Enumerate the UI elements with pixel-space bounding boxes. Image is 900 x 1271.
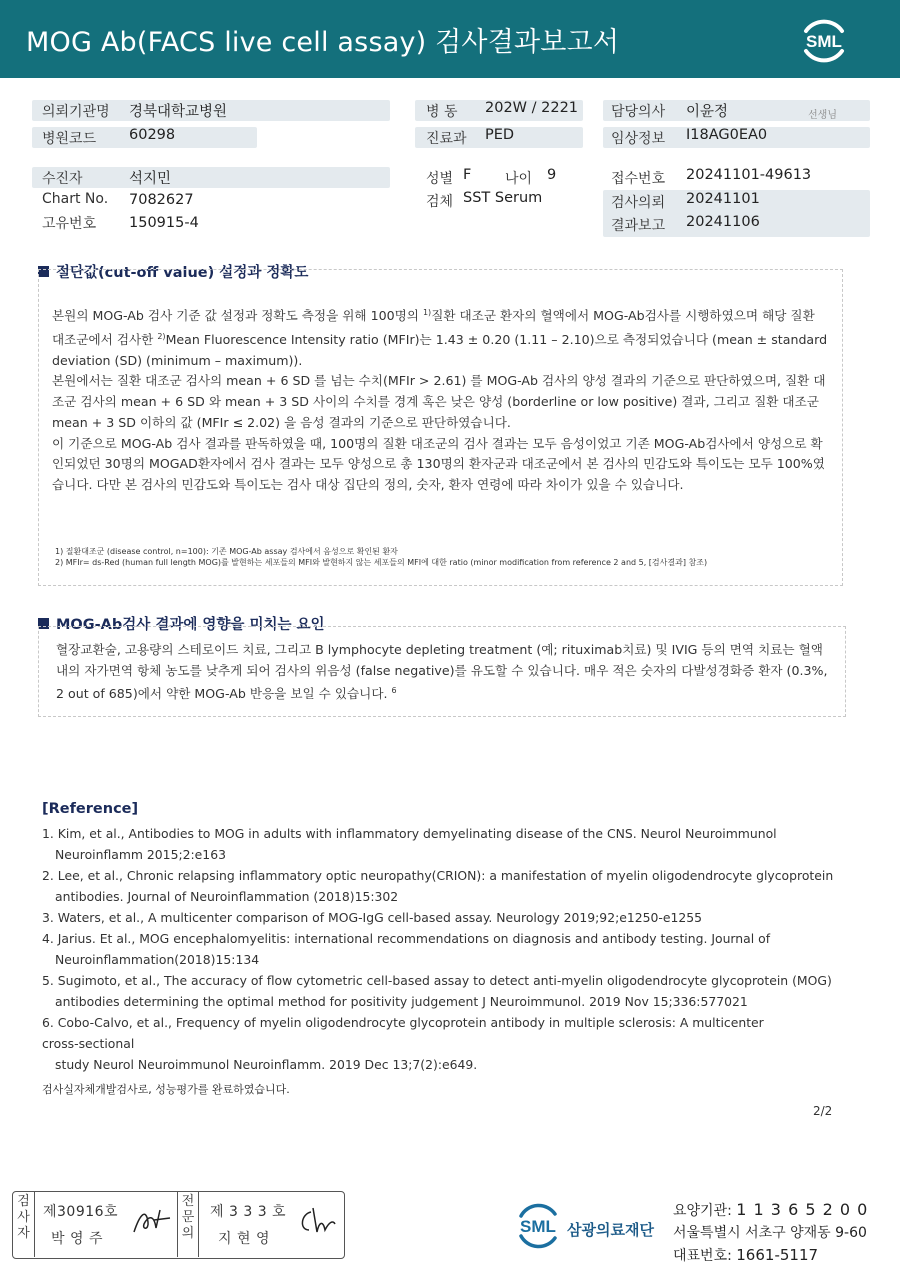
specialist-license: 제 3 3 3 호 xyxy=(210,1204,287,1220)
footnote-2: 2) MFIr= ds-Red (human full length MOG)를 발현하는 세포들의 MFI와 발현하지 않는 세포들의 MFI에 대한 ratio (minor modification from reference 2 and 5, [검사결과] 참조) xyxy=(55,558,708,567)
sex-value: F xyxy=(463,167,472,183)
receipt-value: 20241101-49613 xyxy=(686,167,812,183)
footnote-1: 1) 질환대조군 (disease control, n=100): 기존 MOG-Ab assay 검사에서 음성으로 확인된 환자 xyxy=(55,547,398,556)
age-value: 9 xyxy=(547,167,557,183)
section2-body xyxy=(56,640,830,705)
section1-paragraph-3: 이 기준으로 MOG-Ab 검사 결과를 판독하였을 때, 100명의 질환 대조군의 검사 결과는 모두 음성이었고 기존 MOG-Ab검사에서 양성으로 확인되었던 30명의 MOGAD환자에서 검사 결과는 모두 양성으로 총 130명의 환자군과 대조군에서 본 검사의 민감도와 특이도는 모두 100%였습니다. 다만 본 검사의 민감도와 특이도는 검사 대상 집단의 정의, 숫자, 환자 연령에 따라 차이가 있을 수 있습니다. xyxy=(52,435,825,492)
reference-title: [Reference] xyxy=(42,801,139,817)
clinical-value: I18AG0EA0 xyxy=(686,127,768,143)
chart-value: 7082627 xyxy=(129,192,194,208)
tester-license: 제30916호 xyxy=(43,1204,119,1220)
section2-paragraph: 혈장교환술, 고용량의 스테로이드 치료, 그리고 B lymphocyte depleting treatment (예; rituximab치료) 및 IVIG 등의 면역 치료는 혈액 내의 자가면역 항체 농도를 낮추게 되어 검사의 위음성 (false negative)를 유도할 수 있습니다. 매우 적은 숫자의 다발성경화증 환자 (0.3%, 2 out of 685)에서 약한 MOG-Ab 반응을 보일 수 있습니다. $^6$ xyxy=(56,642,828,702)
section2-title-text: MOG-Ab검사 결과에 영향을 미치는 요인 xyxy=(56,617,325,633)
section1-title-text: 절단값(cut-off value) 설정과 정확도 xyxy=(56,265,309,281)
clinical-label: 임상정보 xyxy=(611,131,666,147)
section1-paragraph-2: 본원에서는 질환 대조군 검사의 mean + 6 SD 를 넘는 수치(MFIr > 2.61) 를 MOG-Ab 검사의 양성 결과의 기준으로 판단하였으며, 질환 대조군 검사의 mean + 6 SD 와 mean + 3 SD 사이의 수치를 경계 혹은 낮은 양성 (borderline or low positive) 결과, 그리고 질환 대조군 mean + 3 SD 이하의 값 (MFIr ≤ 2.02) 을 음성 결과의 기준으로 판단하였습니다. xyxy=(52,373,826,430)
doctor-suffix: 선생님 xyxy=(808,110,837,121)
unique-value: 150915-4 xyxy=(129,215,199,231)
doctor-value: 이윤정 xyxy=(686,104,729,120)
reference-item-6c: study Neurol Neuroimmunol Neuroinflamm. 2019 Dec 13;7(2):e649. xyxy=(55,1057,478,1072)
specimen-value: SST Serum xyxy=(463,190,543,206)
org-address: 서울특별시 서초구 양재동 9-60 xyxy=(673,1225,867,1241)
reference-item-6a: 6. Cobo-Calvo, et al., Frequency of myelin oligodendrocyte glycoprotein antibody in multiple sclerosis: A multicenter xyxy=(42,1015,764,1030)
receipt-label: 접수번호 xyxy=(611,171,666,187)
ward-label: 병 동 xyxy=(426,104,458,120)
patient-bar xyxy=(32,167,390,188)
tester-signature xyxy=(130,1204,174,1238)
request-value: 20241101 xyxy=(686,191,760,207)
validation-note: 검사실자체개발검사로, 성능평가를 완료하였습니다. xyxy=(42,1083,290,1096)
signature-box xyxy=(12,1191,345,1259)
report-date-value: 20241106 xyxy=(686,214,760,230)
hospital-code-value: 60298 xyxy=(129,127,176,143)
patient-label: 수진자 xyxy=(42,171,83,187)
section1-body xyxy=(52,303,830,496)
institution-code: 요양기관: 1 1 3 6 5 2 0 0 xyxy=(673,1200,869,1219)
specialist-column-label: 전 문 의 xyxy=(177,1192,199,1257)
reference-item: 1. Kim, et al., Antibodies to MOG in adults with inflammatory demyelinating disease of the CNS. Neurol Neuroimmunol Neuroinflamm 2015;2:e163 xyxy=(42,826,777,862)
specimen-label: 검체 xyxy=(426,194,454,210)
request-label: 검사의뢰 xyxy=(611,195,666,211)
sex-label: 성별 xyxy=(426,171,454,187)
reference-item-6b: cross-sectional xyxy=(42,1036,135,1051)
org-name: 삼광의료재단 xyxy=(567,1221,654,1239)
reference-item: 3. Waters, et al., A multicenter comparison of MOG-IgG cell-based assay. Neurology 2019;92;e1250-e1255 xyxy=(42,910,703,925)
report-date-label: 결과보고 xyxy=(611,218,666,234)
report-title: MOG Ab(FACS live cell assay) 검사결과보고서 xyxy=(26,27,620,58)
sml-logo xyxy=(796,13,852,65)
section1-paragraph-1: 본원의 MOG-Ab 검사 기준 값 설정과 정확도 측정을 위해 100명의 $^{1)}$질환 대조군 환자의 혈액에서 MOG-Ab검사를 시행하였으며 해당 질환 대조군에서 검사한 $^{2)}$Mean Fluorescence Intensity ratio (MFIr)는 1.43 ± 0.20 (1.11 – 2.10)으로 측정되었습니다 (mean ± standard deviation (SD) (minimum – maximum)). xyxy=(52,308,828,368)
tester-column-label: 검 사 자 xyxy=(13,1192,35,1257)
institution-label: 의뢰기관명 xyxy=(42,104,110,120)
institution-value: 경북대학교병원 xyxy=(129,104,228,120)
dept-label: 진료과 xyxy=(426,131,467,147)
sml-footer-logo xyxy=(511,1198,565,1252)
ward-value: 202W / 2221 xyxy=(485,100,579,116)
svg-text:SML: SML xyxy=(520,1217,556,1236)
hospital-code-label: 병원코드 xyxy=(42,131,97,147)
specialist-name: 지 현 영 xyxy=(218,1231,270,1247)
doctor-label: 담당의사 xyxy=(611,104,666,120)
dept-value: PED xyxy=(485,127,515,143)
patient-value: 석지민 xyxy=(129,171,172,187)
tester-name: 박 영 주 xyxy=(51,1231,103,1247)
org-phone: 대표번호: 1661-5117 xyxy=(673,1246,819,1264)
chart-label: Chart No. xyxy=(42,191,109,207)
specialist-signature xyxy=(295,1204,339,1238)
reference-list xyxy=(42,823,842,1075)
reference-item: 5. Sugimoto, et al., The accuracy of flow cytometric cell-based assay to detect anti-myelin oligodendrocyte glycoprotein (MOG) antibodies determining the optimal method for positivity judgement J Neuroimmunol. 2019 Nov 15;336:577021 xyxy=(42,973,832,1009)
reference-item: 4. Jarius. Et al., MOG encephalomyelitis: international recommendations on diagnosis and antibody testing. Journal of Neuroinflammation(2018)15:134 xyxy=(42,931,771,967)
unique-label: 고유번호 xyxy=(42,216,97,232)
page-number: 2/2 xyxy=(813,1104,833,1118)
report-header xyxy=(0,0,900,78)
reference-item: 2. Lee, et al., Chronic relapsing inflammatory optic neuropathy(CRION): a manifestation of myelin oligodendrocyte glycoprotein antibodies. Journal of Neuroinflammation (2018)15:302 xyxy=(42,868,834,904)
svg-text:SML: SML xyxy=(806,32,842,51)
age-label: 나이 xyxy=(505,171,533,187)
